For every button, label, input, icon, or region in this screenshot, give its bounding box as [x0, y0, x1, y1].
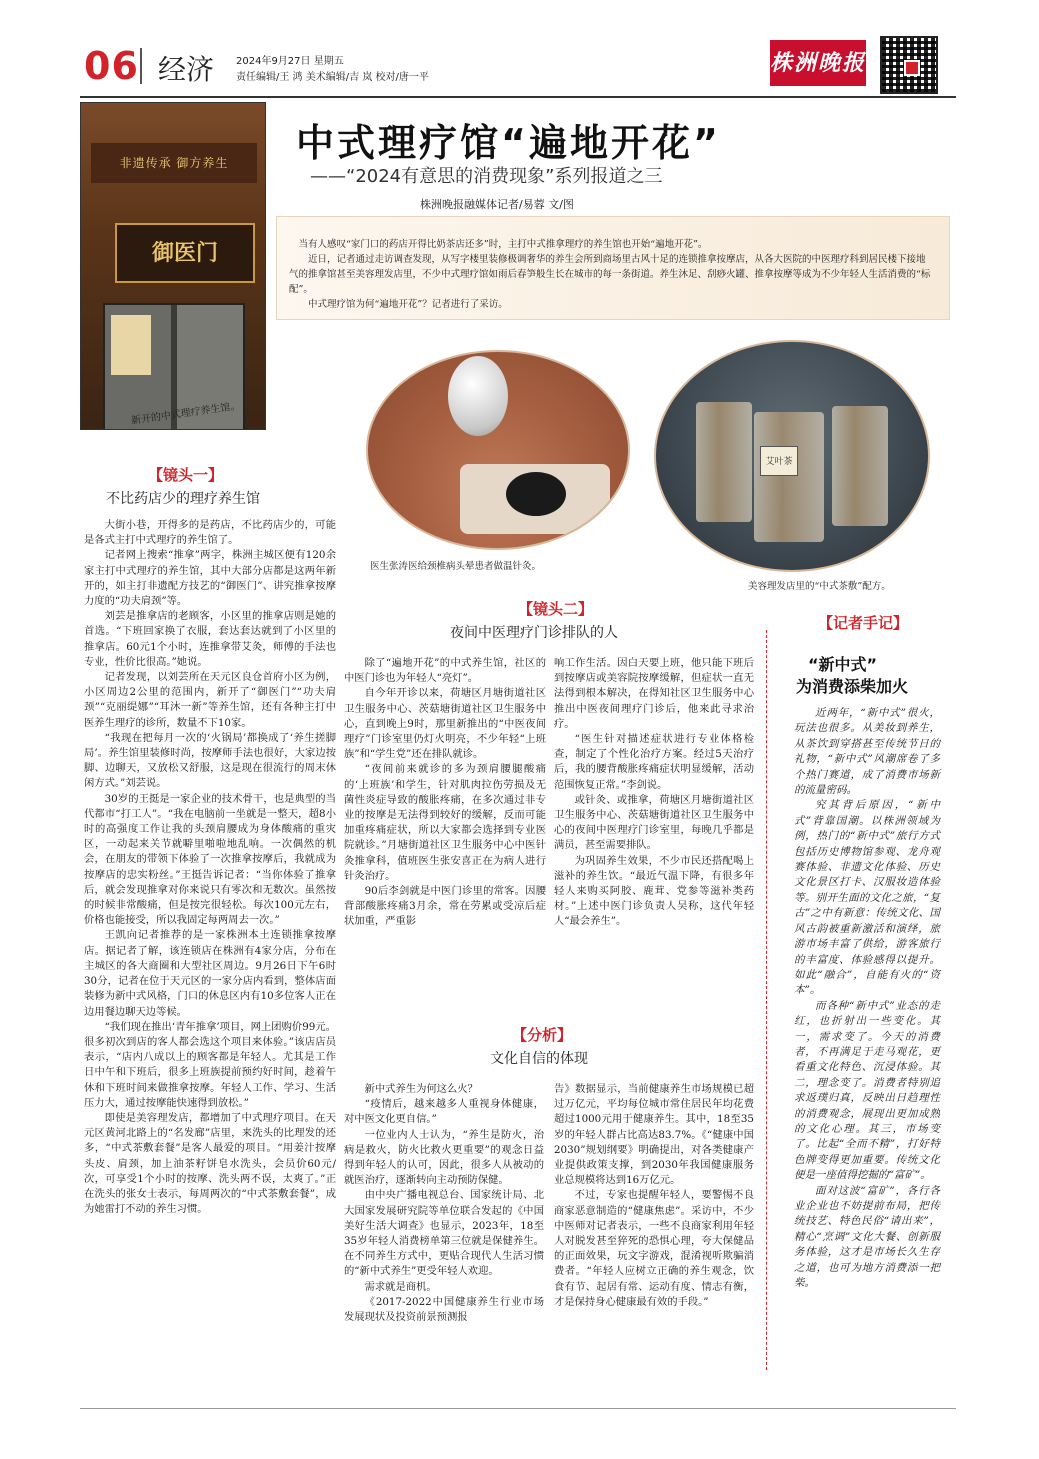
body-paragraph: 究其背后原因，“新中式”背靠国潮。以株洲领域为例，热门的“新中式”旅行方式包括历史博物馆参观、龙舟观赛体验、非遗文化体验、历史文化景区打卡、汉服妆造体验等。别开生面的文化之旅，“复古”之中有新意：传统文化、国风古韵被重新激活和演绎，旅游市场丰富了供给，游客旅行的丰富度、体验感得以提升。如此“融合”，自能有火的“资本”。	[794, 799, 940, 997]
section3-title: 文化自信的体现	[490, 1051, 588, 1067]
section1-body	[84, 518, 336, 1217]
body-paragraph: 《2017-2022中国健康养生行业市场发展现状及投资前景预测报	[344, 1295, 544, 1324]
page-number: 06	[84, 44, 139, 88]
jar-label: 艾叶茶	[760, 446, 798, 476]
body-paragraph: 90后李剑就是中医门诊里的常客。因腰背部酸胀疼痛3月余，常在劳累或受凉后症状加重，严重影	[344, 885, 546, 928]
notebook-title-line1: “新中式”	[808, 655, 878, 674]
lead-paragraph: 近日，记者通过走访调查发现，从写字楼里装修极调奢华的养生会所到商场里古风十足的连锁推拿按摩店，从各大医院的中医理疗科到居民楼下接地气的推拿馆甚至美容理发店里，不少中式理疗馆如雨后春笋般生长在城市的每一条街道。养生沐足、刮痧火罐、推拿按摩等成为不少年轻人生活消费的“标配”。	[289, 254, 931, 295]
herb-jar	[832, 406, 888, 526]
body-paragraph: 面对这波“富矿”，各行各业企业也不妨提前布局，把传统技艺、特色民俗“请出来”，精心“烹调”文化大餐、创新服务体验，这才是市场长久生存之道，也可为地方消费添一把柴。	[794, 1184, 940, 1290]
editor-credits: 责任编辑/王 鸿 美术编辑/吉 岚 校对/唐一平	[236, 72, 429, 83]
body-paragraph: 不过，专家也提醒年轻人，要警惕不良商家恶意制造的“健康焦虑”。采访中，不少中医师对记者表示，一些不良商家利用年轻人对脱发甚至猝死的恐惧心理，夸大保健品的正面效果，玩文字游戏，混淆视听欺骗消费者。“年轻人应树立正确的养生观念，饮食有节、起居有常、运动有度、情志有衡，才是保持身心健康最有效的手段。”	[554, 1189, 754, 1308]
footer-rule	[80, 1408, 956, 1409]
body-paragraph: 一位业内人士认为，“养生是防火，治病是救火，防火比救火更重要”的观念日益得到年轻人的认可，因此，很多人从被动的就医治疗，逐渐转向主动预防保健。	[344, 1128, 544, 1187]
body-paragraph: 记者发现，以刘芸所在天元区良仓首府小区为例，小区周边2公里的范围内，新开了“御医门”“功夫肩颈”“克丽缇娜”“耳沐一新”等养生馆，还有各种主打中医养生理疗的诊所，数量不下10家。	[84, 671, 336, 729]
lead-paragraph: 当有人感叹“家门口的药店开得比奶茶店还多”时，主打中式推拿理疗的养生馆也开始“遍地开花”。	[298, 239, 708, 250]
body-paragraph: 需求就是商机。	[364, 1280, 437, 1293]
lead-box	[276, 216, 950, 320]
acupuncture-photo-caption: 医生张涛医给颈椎病头晕患者做温针灸。	[370, 561, 542, 572]
body-paragraph: 即使是美容理发店，都增加了中式理疗项目。在天元区黄河北路上的“名发廊”店里，来洗头的比理发的还多，“中式茶敷套餐”是客人最爱的项目。“用姜汁按摩头皮、肩颈，加上油茶籽饼皂水洗头，会员价60元/次，可享受1个小时的按摩、洗头两不误，太爽了。”正在洗头的张女士表示，每周两次的“中式茶敷套餐”，成为她雷打不动的养生习惯。	[84, 1111, 336, 1216]
shop-sign: 御医门	[115, 223, 255, 283]
patient-head	[506, 472, 566, 516]
notebook-tag: 【记者手记】	[818, 614, 909, 632]
body-paragraph: 告》数据显示，当前健康养生市场规模已超过万亿元，平均每位城市常住居民年均花费超过1000元用于健康养生。其中，18至35岁的年轻人群占比高达83.7%。《“健康中国2030”规划纲要》明确提出，对各类健康产业提供政策支撑，到2030年我国健康服务业总规模将达到16万亿元。	[554, 1083, 754, 1187]
body-paragraph: 自今年开诊以来，荷塘区月塘街道社区卫生服务中心、茨菇塘街道社区卫生服务中心，直到晚上9时，那里新推出的“中医夜间理疗”门诊室里仍灯火明亮，不少年轻“上班族”和“学生党”还在排队就诊。	[344, 687, 546, 761]
heat-lamp	[448, 356, 508, 436]
body-paragraph: 大街小巷，开得多的是药店，不比药店少的，可能是各式主打中式理疗的养生馆了。	[84, 519, 336, 547]
body-paragraph: 为巩固养生效果，不少市民还搭配喝上滋补的养生饮。“最近气温下降，有很多年轻人来购买阿胶、鹿茸、党参等滋补类药材。”上述中医门诊负责人吴称，这代年轻人“最会养生”。	[554, 854, 754, 928]
body-paragraph: “医生针对描述症状进行专业体格检查，制定了个性化治疗方案。经过5天治疗后，我的腰背酸胀疼痛症状明显缓解，活动范围恢复正常。”李剑说。	[554, 733, 754, 791]
newspaper-logo: 株洲晚报	[770, 40, 866, 86]
article-byline: 株洲晚报融媒体记者/易蓉 文/图	[420, 198, 574, 211]
body-paragraph: “夜间前来就诊的多为颈肩腰腿酸痛的‘上班族’和学生，针对肌肉拉伤劳损及无菌性炎症导致的酸胀疼痛，在多次通过非专业的按摩是无法得到较好的缓解，反而可能加重疼痛症状，所以大家都会选择到专业医院就诊。”月塘街道社区卫生服务中心中医针灸推拿科，值班医生张安喜正在为病人进行针灸治疗。	[344, 763, 546, 882]
shop-photo	[80, 102, 266, 430]
section3-body-col2	[554, 1082, 754, 1310]
notebook-divider	[766, 630, 767, 1370]
body-paragraph: 除了“遍地开花”的中式养生馆，社区的中医门诊也为年轻人“亮灯”。	[344, 657, 546, 685]
section2-body-col2	[554, 656, 754, 930]
body-paragraph: 近两年，“新中式”很火，玩法也很多。从美妆到养生，从茶饮到穿搭甚至传统节日的礼物，“新中式”风潮席卷了多个热门赛道，成了消费市场新的流量密码。	[794, 707, 940, 797]
body-paragraph: 由中央广播电视总台、国家统计局、北大国家发展研究院等单位联合发起的《中国美好生活大调查》也显示，2023年，18至35岁年轻人消费榜单第三位就是保健养生。在不同养生方式中，更贴合现代人生活习惯的“新中式养生”更受年轻人欢迎。	[344, 1189, 544, 1278]
lead-paragraph: 中式理疗馆为何“遍地开花”？记者进行了采访。	[308, 299, 508, 310]
body-paragraph: 30岁的王挺是一家企业的技术骨干，也是典型的当代都市“打工人”。“我在电脑前一坐就是一整天，超8小时的高强度工作让我的头颈肩腰成为身体酸痛的重灾区，一动起来关节就噼里啪啦地乱响。一次偶然的机会，在朋友的带领下体验了一次推拿按摩后，我就成为按摩店的忠实粉丝。”王挺告诉记者：“当你体验了推拿后，就会发现推拿对你来说只有零次和无数次。虽然按的时候非常酸痛，但是按完很轻松。每次100元左右，价格也能接受，所以我固定每两周去一次。”	[84, 792, 336, 927]
section2-title: 夜间中医理疗门诊排队的人	[450, 625, 618, 641]
body-paragraph: 或针灸、或推拿，荷塘区月塘街道社区卫生服务中心、茨菇塘街道社区卫生服务中心的夜间中医理疗门诊室里，每晚几乎都是满员，甚至需要排队。	[554, 793, 754, 852]
body-paragraph: “疫情后，越来越多人重视身体健康，对中医文化更自信。”	[344, 1098, 544, 1126]
body-paragraph: 王凯向记者推荐的是一家株洲本土连锁推拿按摩店。据记者了解，该连锁店在株洲有4家分店，分布在主城区的各大商圈和大型社区周边。9月26日下午6时30分，记者在位于天元区的一家分店内看到，整体店面装修为新中式风格，门口的休息区内有10多位客人正在边用餐边聊天边等候。	[84, 929, 336, 1018]
herb-jars-photo-caption: 美容理发店里的“中式茶敷”配方。	[748, 581, 891, 592]
herb-jars-photo	[654, 340, 930, 572]
body-paragraph: “我们现在推出‘青年推拿’项目，网上团购价99元。很多初次到店的客人都会选这个项目来体验。”该店店员表示，“店内八成以上的顾客都是年轻人。尤其是工作日中午和下班后，很多上班族提前预约好时间，趁着午休和下班时间来做推拿按摩。年轻人工作、学习、生活压力大，通过按摩能快速得到放松。”	[84, 1020, 336, 1109]
header-divider	[140, 48, 142, 84]
article-title: 中式理疗馆“遍地开花”	[296, 121, 721, 165]
body-paragraph: 记者网上搜索“推拿”两字，株洲主城区便有120余家主打中式理疗的养生馆，其中大部分店都是这两年新开的，如主打非遗配方技艺的“御医门”、讲究推拿按摩力度的“功夫肩颈”等。	[84, 549, 336, 608]
notebook-body	[794, 706, 940, 1291]
body-paragraph: 响工作生活。因白天要上班，他只能下班后到按摩店或美容院按摩缓解，但症状一直无法得到根本解决，在得知社区卫生服务中心推出中医夜间理疗门诊后，他来此寻求治疗。	[554, 657, 754, 730]
section3-body-col1	[344, 1082, 544, 1325]
section-name: 经济	[158, 53, 215, 86]
acupuncture-photo	[366, 350, 630, 550]
herb-jar	[754, 412, 824, 542]
body-paragraph: 刘芸是推拿店的老顾客，小区里的推拿店则是她的首选。“下班回家换了衣服，套达套达就到了小区里的推拿店。60元1个小时，连推拿带艾灸，师傅的手法也专业，性价比很高。”她说。	[84, 610, 336, 668]
section3-tag: 【分析】	[512, 1026, 573, 1044]
article-subtitle: ——“2024有意思的消费现象”系列报道之三	[310, 166, 663, 187]
shop-banner: 非遗传承 御方养生	[91, 143, 257, 183]
notebook-title-line2: 为消费添柴加火	[796, 677, 909, 696]
herb-jar	[696, 402, 752, 522]
qr-code-icon	[880, 36, 938, 94]
body-paragraph: 新中式养生为何这么火？	[364, 1083, 478, 1095]
shop-photo-caption: 新开的中式理疗养生馆。	[130, 400, 242, 427]
header-rule	[80, 96, 956, 98]
body-paragraph: “我现在把每月一次的‘火锅局’都换成了‘养生搓脚局’。养生馆里装修时尚，按摩师手法也很好，大家边按脚、边聊天，又放松又舒服，这是现在很流行的周末休闲方式。”刘芸说。	[84, 731, 336, 790]
section2-body-col1	[344, 656, 546, 930]
section2-tag: 【镜头二】	[518, 600, 594, 618]
section1-title: 不比药店少的理疗养生馆	[106, 491, 260, 507]
issue-date: 2024年9月27日 星期五	[236, 56, 344, 67]
body-paragraph: 而各种“新中式”业态的走红，也折射出一些变化。其一，需求变了。今天的消费者，不再满足于走马观花，更看重文化特色、沉浸体验。其二，理念变了。消费者特别追求返璞归真，反映出日趋理性的消费观念，展现出更加成熟的文化心理。其三，市场变了。比起“全而不精”，打好特色牌变得更加重要。传统文化便是一座值得挖掘的“富矿”。	[794, 999, 940, 1182]
section1-tag: 【镜头一】	[148, 466, 224, 484]
